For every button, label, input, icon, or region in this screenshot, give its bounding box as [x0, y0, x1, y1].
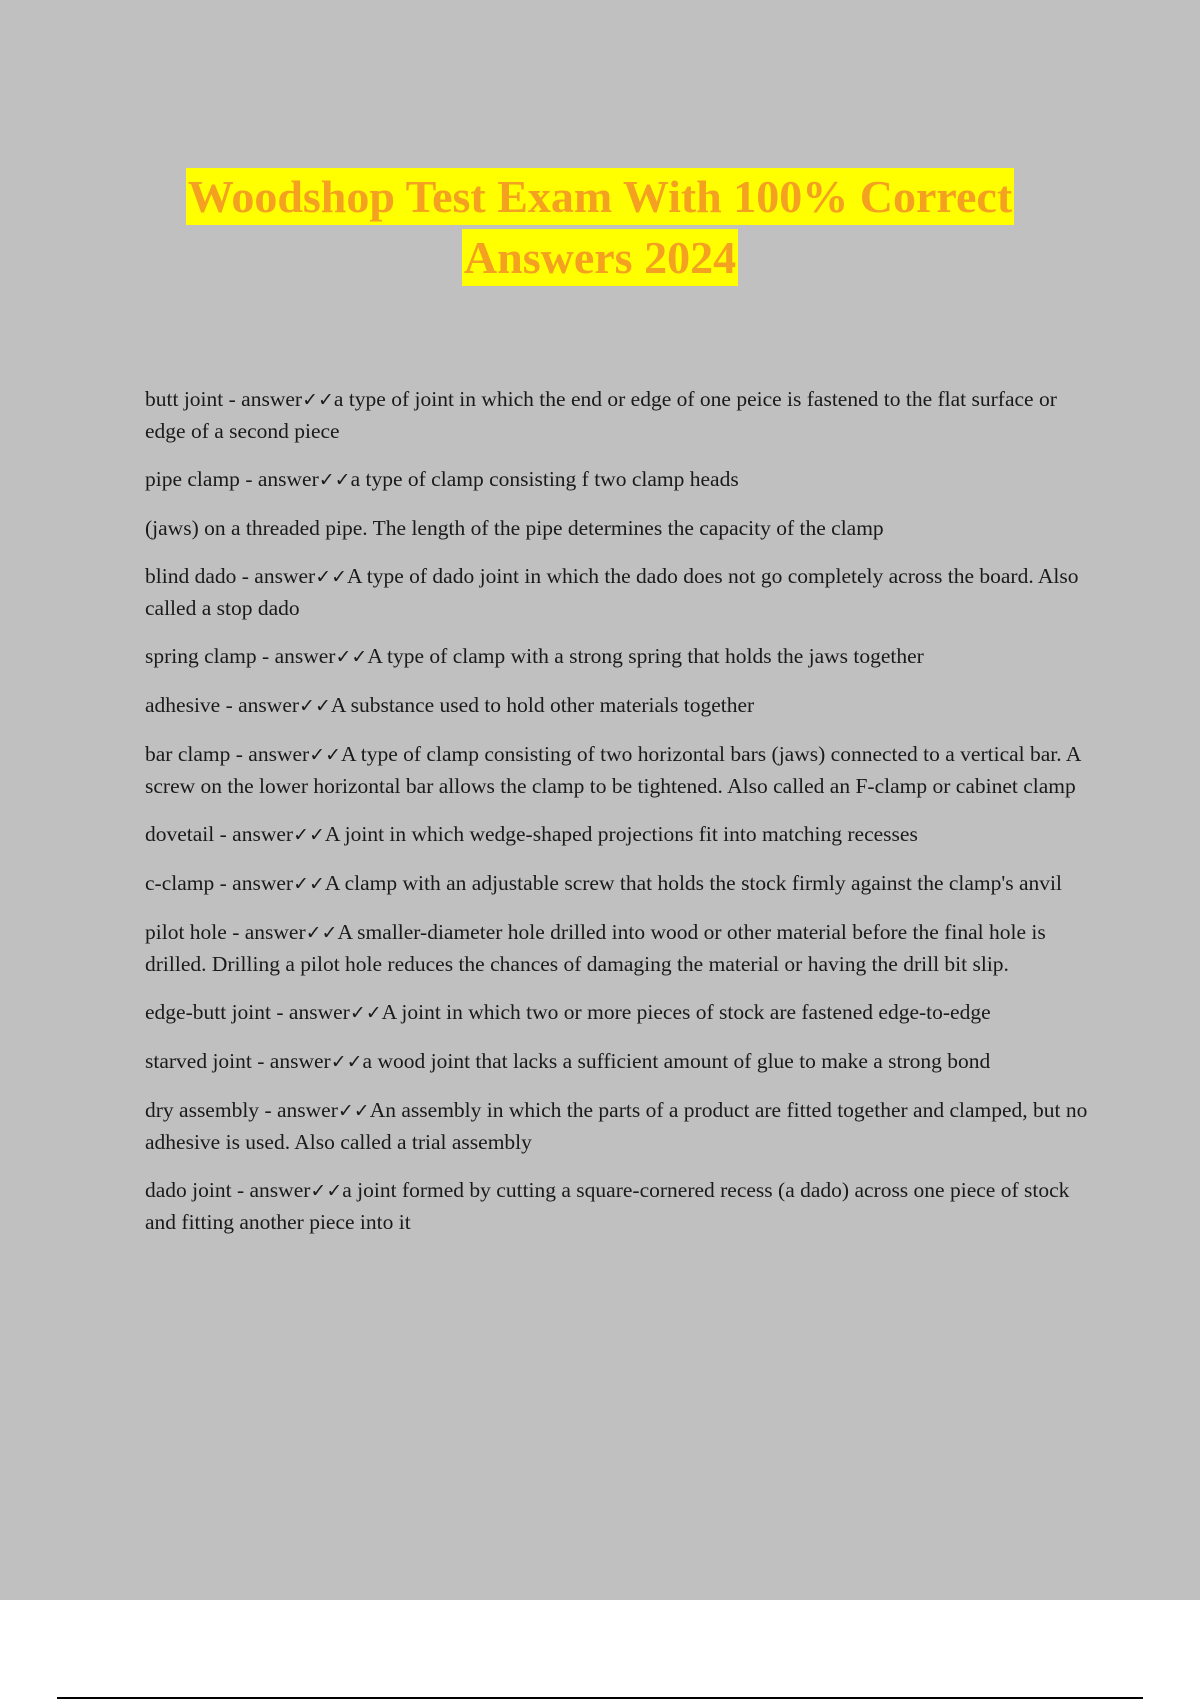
- checkmark-icon: ✓✓: [335, 646, 368, 668]
- entry-definition: a joint formed by cutting a square-cornered recess (a dado) across one piece of stock and fitting another piece into it: [145, 1178, 1070, 1234]
- checkmark-icon: ✓✓: [293, 824, 325, 846]
- checkmark-icon: ✓✓: [293, 873, 325, 895]
- answer-marker: - answer: [256, 644, 336, 668]
- entry-term: c-clamp: [145, 871, 215, 895]
- entry-term: butt joint: [145, 387, 224, 411]
- entry-definition: A type of clamp with a strong spring that holds the jaws together: [367, 644, 924, 668]
- entry-definition: a type of joint in which the end or edge of one peice is fastened to the flat surface or edge of a second piece: [145, 387, 1057, 443]
- qa-entry: [145, 464, 1090, 496]
- checkmark-icon: ✓✓: [315, 566, 348, 588]
- answer-marker: - answer: [230, 742, 310, 766]
- qa-entry: [145, 690, 1090, 722]
- footer-rule: [57, 1697, 1143, 1699]
- title-line-2: Answers 2024: [462, 229, 738, 286]
- entry-term: bar clamp: [145, 742, 231, 766]
- entry-definition: A joint in which wedge-shaped projections fit into matching recesses: [324, 822, 918, 846]
- answer-marker: - answer: [223, 387, 303, 411]
- qa-entry: [145, 868, 1090, 900]
- entry-continuation: (jaws) on a threaded pipe. The length of the pipe determines the capacity of the clamp: [145, 516, 884, 540]
- entry-term: pilot hole: [145, 920, 227, 944]
- qa-entry: [145, 641, 1090, 673]
- checkmark-icon: ✓✓: [330, 1051, 363, 1073]
- entry-term: adhesive: [145, 693, 221, 717]
- entry-definition: A smaller-diameter hole drilled into wood or other material before the final hole is drilled. Drilling a pilot hole reduces the chances of damaging the material or having the drill bit slip.: [145, 920, 1046, 976]
- checkmark-icon: ✓✓: [302, 389, 334, 411]
- entry-definition: A type of clamp consisting of two horizontal bars (jaws) connected to a vertical bar. A screw on the lower horizontal bar allows the clamp to be tightened. Also called an F-clamp or cabinet clamp: [145, 742, 1081, 798]
- entry-term: edge-butt joint: [145, 1000, 271, 1024]
- entry-term: spring clamp: [145, 644, 257, 668]
- entry-definition: A type of dado joint in which the dado does not go completely across the board. Also called a stop dado: [145, 564, 1079, 620]
- answer-marker: - answer: [239, 467, 319, 491]
- entry-term: blind dado: [145, 564, 237, 588]
- document-title: [0, 168, 1200, 290]
- checkmark-icon: ✓✓: [305, 922, 338, 944]
- entry-definition: A joint in which two or more pieces of stock are fastened edge-to-edge: [381, 1000, 991, 1024]
- qa-entry: [145, 1046, 1090, 1078]
- title-line-1: Woodshop Test Exam With 100% Correct: [186, 168, 1014, 225]
- checkmark-icon: ✓✓: [337, 1100, 370, 1122]
- qa-entry: [145, 819, 1090, 851]
- answer-marker: - answer: [226, 920, 306, 944]
- entry-term: starved joint: [145, 1049, 252, 1073]
- qa-entry: [145, 1095, 1090, 1158]
- entry-term: dovetail: [145, 822, 215, 846]
- answer-marker: - answer: [214, 871, 294, 895]
- answer-marker: - answer: [214, 822, 294, 846]
- qa-entry: [145, 561, 1090, 624]
- qa-entry: [145, 739, 1090, 802]
- qa-entry: [145, 1175, 1090, 1238]
- qa-list: [145, 384, 1090, 1255]
- answer-marker: - answer: [271, 1000, 350, 1024]
- entry-term: dry assembly: [145, 1098, 260, 1122]
- checkmark-icon: ✓✓: [310, 1180, 343, 1202]
- entry-definition: An assembly in which the parts of a product are fitted together and clamped, but no adhesive is used. Also called a trial assembly: [145, 1098, 1088, 1154]
- checkmark-icon: ✓✓: [349, 1002, 382, 1024]
- checkmark-icon: ✓✓: [299, 695, 331, 717]
- answer-marker: - answer: [259, 1098, 338, 1122]
- entry-definition: A substance used to hold other materials together: [330, 693, 755, 717]
- qa-entry: [145, 384, 1090, 447]
- entry-term: pipe clamp: [145, 467, 240, 491]
- qa-entry: [145, 997, 1090, 1029]
- entry-definition: a wood joint that lacks a sufficient amount of glue to make a strong bond: [362, 1049, 991, 1073]
- checkmark-icon: ✓✓: [309, 744, 342, 766]
- answer-marker: - answer: [220, 693, 300, 717]
- entry-definition: a type of clamp consisting f two clamp heads: [350, 467, 739, 491]
- entry-definition: A clamp with an adjustable screw that holds the stock firmly against the clamp's anvil: [324, 871, 1062, 895]
- qa-entry: [145, 917, 1090, 980]
- answer-marker: - answer: [231, 1178, 311, 1202]
- entry-term: dado joint: [145, 1178, 232, 1202]
- answer-marker: - answer: [236, 564, 316, 588]
- qa-entry: [145, 513, 1090, 544]
- answer-marker: - answer: [251, 1049, 331, 1073]
- checkmark-icon: ✓✓: [318, 469, 351, 491]
